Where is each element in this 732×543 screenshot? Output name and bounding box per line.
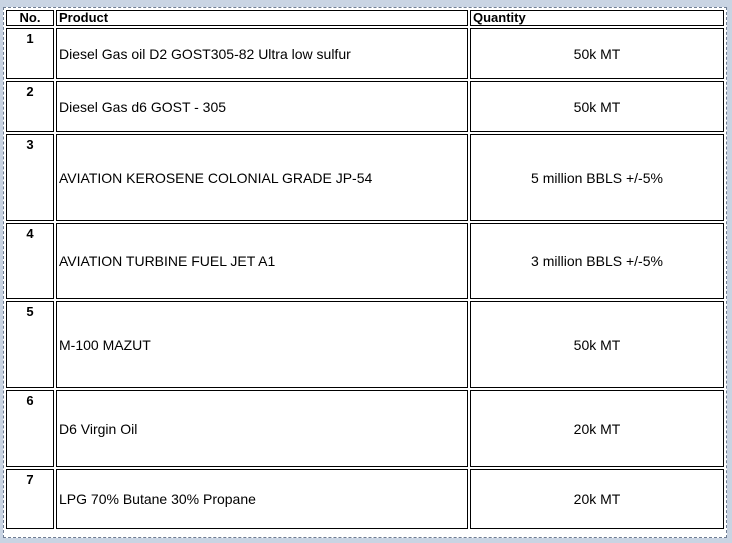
table-row (6, 28, 724, 79)
table-header-row (6, 10, 724, 26)
table-row (6, 81, 724, 132)
product-quantity: 20k MT (470, 469, 724, 529)
row-number: 4 (6, 223, 54, 299)
table-row (6, 223, 724, 299)
product-name: AVIATION TURBINE FUEL JET A1 (56, 223, 468, 299)
product-quantity: 50k MT (470, 28, 724, 79)
row-number: 1 (6, 28, 54, 79)
product-quantity: 20k MT (470, 390, 724, 467)
table-row (6, 301, 724, 388)
row-number: 6 (6, 390, 54, 467)
product-quantity: 50k MT (470, 301, 724, 388)
product-name: D6 Virgin Oil (56, 390, 468, 467)
product-name: M-100 MAZUT (56, 301, 468, 388)
header-quantity: Quantity (470, 10, 724, 26)
product-quantity: 5 million BBLS +/-5% (470, 134, 724, 221)
product-name: AVIATION KEROSENE COLONIAL GRADE JP-54 (56, 134, 468, 221)
header-product: Product (56, 10, 468, 26)
product-name: LPG 70% Butane 30% Propane (56, 469, 468, 529)
table-row (6, 469, 724, 529)
row-number: 7 (6, 469, 54, 529)
row-number: 2 (6, 81, 54, 132)
products-table (4, 8, 726, 531)
product-quantity: 50k MT (470, 81, 724, 132)
product-name: Diesel Gas d6 GOST - 305 (56, 81, 468, 132)
row-number: 5 (6, 301, 54, 388)
table-row (6, 134, 724, 221)
product-quantity: 3 million BBLS +/-5% (470, 223, 724, 299)
row-number: 3 (6, 134, 54, 221)
header-no: No. (6, 10, 54, 26)
table-row (6, 390, 724, 467)
product-name: Diesel Gas oil D2 GOST305-82 Ultra low sulfur (56, 28, 468, 79)
